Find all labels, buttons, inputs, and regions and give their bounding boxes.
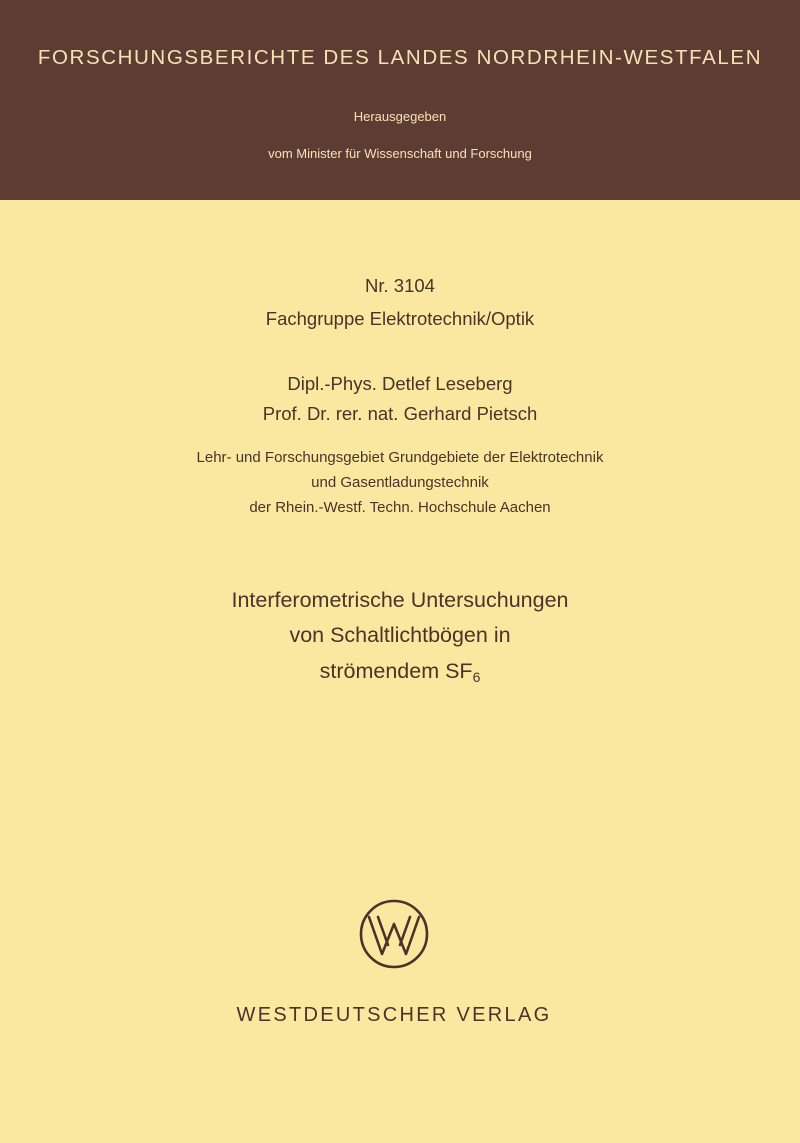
institution-line-2: und Gasentladungstechnik [311,474,489,491]
book-title-line-2: von Schaltlichtbögen in [289,623,511,647]
report-number: Nr. 3104 [365,275,435,296]
book-title-line-3-main: strömendem SF [319,659,473,683]
institution-line-3: der Rhein.-Westf. Techn. Hochschule Aachen [249,499,551,516]
series-header-band [0,0,800,200]
subject-group: Fachgruppe Elektrotechnik/Optik [265,308,535,329]
series-title: FORSCHUNGSBERICHTE DES LANDES NORDRHEIN-WESTFALEN [37,46,763,69]
author-2: Prof. Dr. rer. nat. Gerhard Pietsch [262,403,538,424]
publisher-name: WESTDEUTSCHER VERLAG [236,1004,552,1026]
book-title-line-3 [0,657,800,685]
editor-line-minister: vom Minister für Wissenschaft und Forschung [268,146,532,161]
westdeutscher-verlag-logo-icon [358,898,430,970]
institution-line-1: Lehr- und Forschungsgebiet Grundgebiete der Elektrotechnik [196,449,604,466]
book-title-line-1: Interferometrische Untersuchungen [231,588,569,612]
editor-line-herausgegeben: Herausgegeben [353,109,447,124]
author-1: Dipl.-Phys. Detlef Leseberg [287,373,513,394]
sf6-subscript: 6 [472,669,481,685]
